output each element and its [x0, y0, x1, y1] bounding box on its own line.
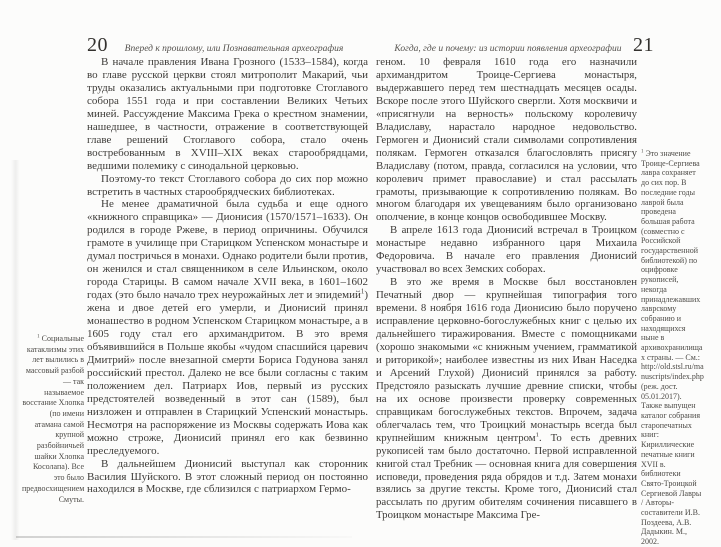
footnote-reference: 1 — [37, 334, 40, 340]
right-page-text — [376, 56, 637, 522]
right-page-number: 21 — [633, 34, 654, 56]
left-margin-footnote — [22, 334, 84, 505]
left-running-header: Вперед к прошлому, или Познавательная археография — [124, 44, 344, 54]
right-margin-footnote — [641, 149, 704, 547]
paragraph: В апреле 1613 года Дионисий встречал в Троицком монастыре недавно избранного царя Михаила Федоровича. В начале его правления Дионисий участвовал во всех Земских соборах. — [376, 224, 637, 276]
footnote-reference: 1 — [535, 431, 539, 439]
paragraph: геном. 10 февраля 1610 года его назначили архимандритом Троице-Сергиева монастыря, выдержавшего перед тем шестнадцать месяцев осады. Вскоре после этого Шуйского свергли. Хотя москвичи и «присягнули на верность» польскому королевичу Владиславу, нарастало народное недовольство. Гермоген и Дионисий стали символами сопротивления полякам. Гермоген отказался благословлять присягу Владиславу (потом, правда, согласился на условии, что королевич примет православие) и стал рассылать грамоты, призывающие к сопротивлению полякам. Во многом благодаря их увещеваниям было организовано ополчение, в конце концов освободившее Москву. — [376, 56, 637, 224]
paragraph: Не менее драматичной была судьба и еще одного «книжного справщика» — Дионисия (1570/1571–1633). Он родился в городе Ржеве, в период опричнины. Обучился грамоте в училище при Старицком Успенском монастыре и думал постричься в монахи. Однако родители были против, он женился и стал священником в селе Ильинском, около города Старицы. В самом начале XVII века, в 1601–1602 годах (это было начало трех неурожайных лет и эпидемий$^1$) жена и двое детей его умерли, и Дионисий принял монашество в родном Успенском Старицком монастыре, а в 1605 году стал его архимандритом. В это время объявившийся в Польше якобы «чудом спасшийся царевич Дмитрий» после внезапной смерти Бориса Годунова занял российский престол. Далеко не все были согласны с таким положением дел. Патриарх Иов, первый из русских предстоятелей возведенный в этот сан (1589), был низложен и отправлен в Старицкий Успенский монастырь. Несмотря на распоряжение из Москвы содержать Иова как можно строже, Дионисий принял его как безвинно преследуемого. — [87, 198, 368, 457]
paragraph: $^1$ Это значение Троице-Сергиева лавра сохраняет до сих пор. В последние годы лаврой была проведена большая работа (совместно с Российской государственной библиотекой) по оцифровке рукописей, некогда принадлежавших лаврскому собранию и находящихся ныне в архивохранилищах страны. — См.: http://old.stsl.ru/manuscripts/index.php (реж. дост. 05.01.2017). Также выпущен каталог собрания старопечатных книг: Кириллические печатные книги XVII в. библиотеки Свято-Троицкой Сергиевой Лавры / Авторы-составители И.В. Поздеева, А.В. Дадыкин. М., 2002. — [641, 149, 704, 547]
paragraph: $^1$ Социальные катаклизмы этих лет вылились в массовый разбой — так называемое восстание Хлопка (по имени атамана самой крупной разбойничьей шайки Хлопка Косолапа). Все это было предвосхищением Смуты. — [22, 334, 85, 504]
right-running-header: Когда, где и почему: из истории появления археографии — [394, 44, 622, 54]
paragraph: Поэтому-то текст Стоглавого собора до сих пор можно встретить в частных старообрядческих библиотеках. — [87, 172, 368, 198]
left-page-number: 20 — [87, 34, 108, 56]
paragraph: В это же время в Москве был восстановлен Печатный двор — крупнейшая типография того времени. 8 ноября 1616 года Дионисию было поручено исправление церковно-богослужебных книг с целью их дальнейшего тиражирования. Вместе с помощниками (хорошо знакомыми «с книжным учением, грамматикой и риторикой»; наиболее известны из них Иван Наседка и Арсений Глухой) Дионисий принялся за работу. Предстояло разыскать лучшие древние списки, чтобы на их основе произвести проверку современных справщикам богослужебных текстов. Впрочем, задача облегчалась тем, что Троицкий монастырь всегда был крупнейшим книжным центром$^1$. То есть древних рукописей там было достаточно. Первой исправленной книгой стал Требник — основная книга для совершения исповеди, проведения ряда обрядов и т.д. Затем монахи взялись за другие тексты. Кроме того, Дионисий стал рассылать по другим обителям сочинения писавшего в Троицком монастыре Максима Гре- — [376, 276, 637, 522]
page-edge-shadow-left — [11, 160, 20, 540]
footnote-reference: 1 — [360, 288, 365, 296]
paragraph: В начале правления Ивана Грозного (1533–1584), когда во главе русской церкви стоял митрополит Макарий, чьи труды оказались актуальными при подготовке Стоглавого собора 1551 года и при составлении Великих Четьих миней. Рассуждение Максима Грека о крестном знамении, нашедшее, в частности, отражение в соответствующей главе решений Стоглавого собора, стало очень востребованным в XVIII–XIX веках старообрядцами, ведшими полемику с синодальной церковью. — [87, 56, 368, 172]
footnote-reference: 1 — [641, 149, 644, 155]
left-page-text — [87, 56, 368, 496]
paragraph: В дальнейшем Дионисий выступал как сторонник Василия Шуйского. В этот сложный период он постоянно находился в Москве, где сблизился с патриархом Гермо- — [87, 457, 368, 496]
page-edge-shadow-bottom — [16, 536, 352, 538]
